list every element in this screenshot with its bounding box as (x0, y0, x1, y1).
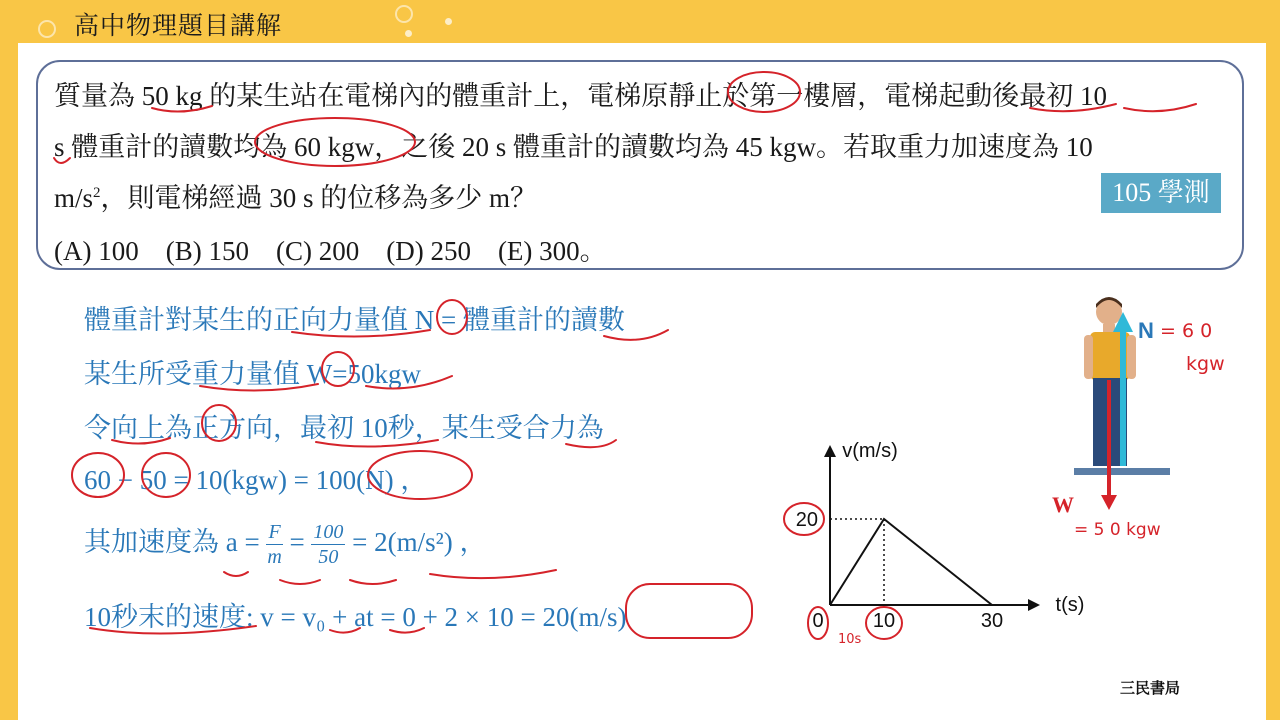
exam-badge: 105 學測 (1101, 173, 1221, 213)
velocity-time-chart (780, 430, 1100, 650)
y-axis-arrow (824, 445, 836, 457)
fraction-100-over-50: $\frac{100}{50}$ (313, 521, 344, 569)
decor-dot (445, 18, 452, 25)
question-line-1: 質量為 50 kg 的某生站在電梯內的體重計上，電梯原靜止於第一樓層，電梯起動後最初 10 (54, 81, 1107, 111)
right-frame (1266, 0, 1280, 720)
underline-2ms2 (430, 570, 556, 578)
accel-suffix: = 2(m/s²) ， (352, 527, 487, 557)
annotation-10s: 10s (838, 632, 862, 647)
unit-text: m/s (54, 183, 94, 213)
normal-unit: kgw (1186, 353, 1225, 375)
normal-label: N (1138, 318, 1154, 343)
person-left-arm (1084, 335, 1093, 379)
solution-line-1: 體重計對某生的正向力量值 N = 體重計的讀數 (84, 305, 625, 335)
publisher-logo: 三民書局 (1120, 679, 1181, 697)
x-tick-0: 0 (812, 610, 824, 632)
person-figure (1052, 290, 1260, 560)
solution-line-2: 某生所受重力量值 W=50kgw (84, 359, 421, 389)
decor-circle (395, 5, 413, 23)
solution-line-3: 令向上為正方向，最初 10秒，某生受合力為 (84, 413, 604, 443)
x-axis-arrow (1028, 599, 1040, 611)
fraction-f-over-m: $\frac{F}{m}$ (267, 521, 282, 569)
underline-fm (280, 580, 320, 584)
answer-options: (A) 100 (B) 150 (C) 200 (D) 250 (E) 300。 (54, 236, 607, 266)
person-neck (1103, 324, 1115, 332)
circle-20ms (626, 584, 752, 638)
question-tail: ，則電梯經過 30 s 的位移為多少 m？ (100, 183, 538, 213)
y-axis-label: v(m/s) (842, 440, 898, 462)
page-title: 高中物理題目講解 (74, 11, 283, 40)
x-tick-10: 10 (872, 610, 896, 632)
solution-line-4: 60 − 50 = 10(kgw) = 100(N) ， (84, 465, 428, 495)
velocity-line (830, 519, 992, 605)
person-right-arm (1127, 335, 1136, 379)
solution-line-6: 10秒末的速度: v = v₀ + at = 0 + 2 × 10 = 20(m/s) (84, 602, 627, 632)
scale-platform (1074, 468, 1170, 475)
decor-dot (405, 30, 412, 37)
normal-value: = 6 0 (1160, 320, 1213, 342)
equals-sign: = (289, 527, 305, 557)
weight-label: W (1052, 492, 1074, 517)
solution-line-5 (84, 520, 487, 569)
weight-arrow-head (1101, 495, 1117, 510)
question-line-3 (54, 176, 537, 215)
weight-value: = 5 0 kgw (1074, 520, 1161, 540)
underline-frac (350, 580, 396, 584)
y-tick-20: 20 (795, 509, 818, 531)
x-axis-label: t(s) (1055, 594, 1085, 616)
decor-circle (38, 20, 56, 38)
accel-prefix: 其加速度為 a = (84, 527, 267, 557)
x-tick-30: 30 (980, 610, 1004, 632)
question-line-2: s 體重計的讀數均為 60 kgw，之後 20 s 體重計的讀數均為 45 kgw。若取重力加速度為 10 (54, 132, 1093, 162)
superscript: 2 (93, 185, 101, 201)
left-frame (0, 0, 18, 720)
underline-a (224, 572, 248, 576)
